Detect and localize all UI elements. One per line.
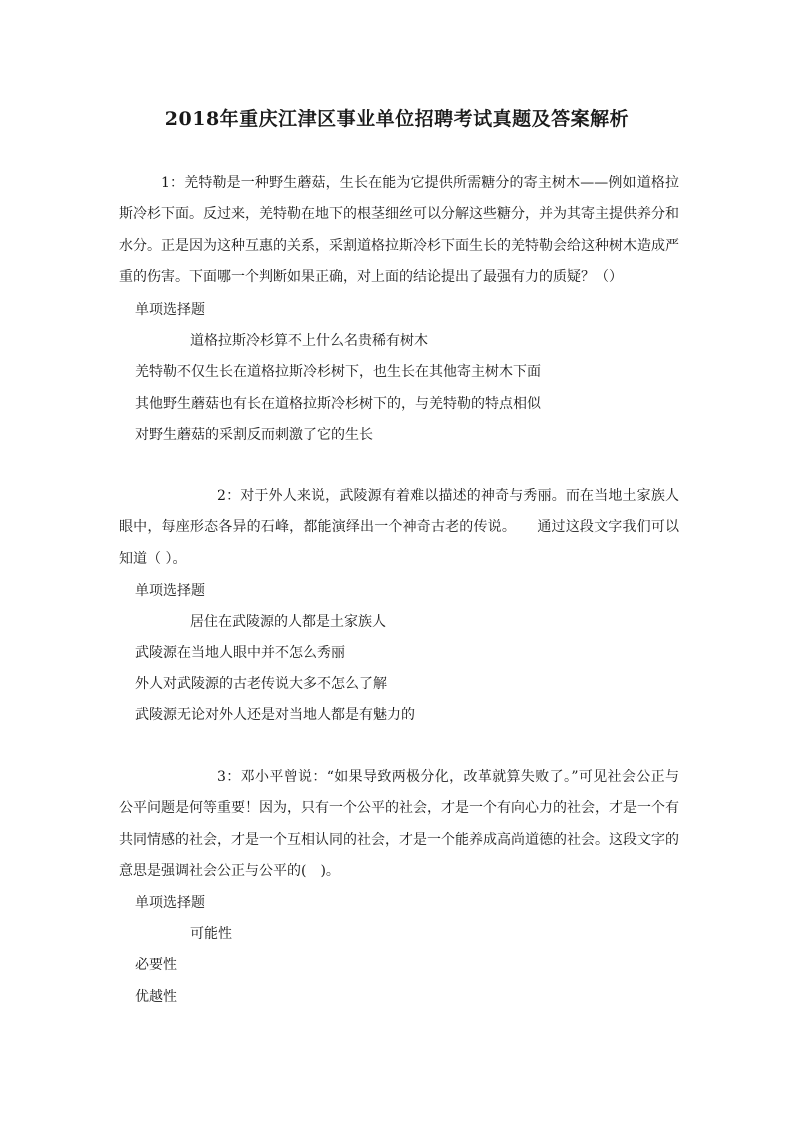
question-2-type: 单项选择题: [135, 583, 205, 599]
question-1-option-b: 羌特勒不仅生长在道格拉斯冷杉树下，也生长在其他寄主树木下面: [135, 364, 541, 380]
question-3-option-b: 必要性: [135, 957, 177, 973]
question-3-stem: 3：邓小平曾说：“如果导致两极分化，改革就算失败了。”可见社会公正与公平问题是何等重要！因为，只有一个公平的社会，才是一个有向心力的社会，才是一个有共同情感的社会，才是一个互相认同的社会，才是一个能养成高尚道德的社会。这段文字的意思是强调社会公正与公平的( )。: [119, 769, 679, 879]
question-2-option-a: 居住在武陵源的人都是土家族人: [190, 614, 386, 630]
question-2-option-d: 武陵源无论对外人还是对当地人都是有魅力的: [135, 707, 415, 723]
question-1-option-a: 道格拉斯冷杉算不上什么名贵稀有树木: [190, 333, 428, 349]
question-3-type: 单项选择题: [135, 895, 205, 911]
question-1-type: 单项选择题: [135, 302, 205, 318]
question-3-option-c: 优越性: [135, 989, 177, 1005]
question-1-stem: 1：羌特勒是一种野生蘑菇，生长在能为它提供所需糖分的寄主树木——例如道格拉斯冷杉下面。反过来，羌特勒在地下的根茎细丝可以分解这些糖分，并为其寄主提供养分和水分。正是因为这种互惠的关系，采割道格拉斯冷杉下面生长的羌特勒会给这种树木造成严重的伤害。下面哪一个判断如果正确，对上面的结论提出了最强有力的质疑？（）: [119, 175, 679, 285]
document-title: 2018年重庆江津区事业单位招聘考试真题及答案解析: [164, 108, 630, 130]
question-3-option-a: 可能性: [190, 926, 232, 942]
question-1-option-d: 对野生蘑菇的采割反而刺激了它的生长: [135, 427, 373, 443]
question-1-option-c: 其他野生蘑菇也有长在道格拉斯冷杉树下的，与羌特勒的特点相似: [135, 396, 541, 412]
question-2-option-c: 外人对武陵源的古老传说大多不怎么了解: [135, 676, 387, 692]
question-2-option-b: 武陵源在当地人眼中并不怎么秀丽: [135, 645, 345, 661]
question-2-stem: 2：对于外人来说，武陵源有着难以描述的神奇与秀丽。而在当地土家族人眼中，每座形态各异的石峰，都能演绎出一个神奇古老的传说。 通过这段文字我们可以知道（ ）。: [119, 488, 679, 567]
